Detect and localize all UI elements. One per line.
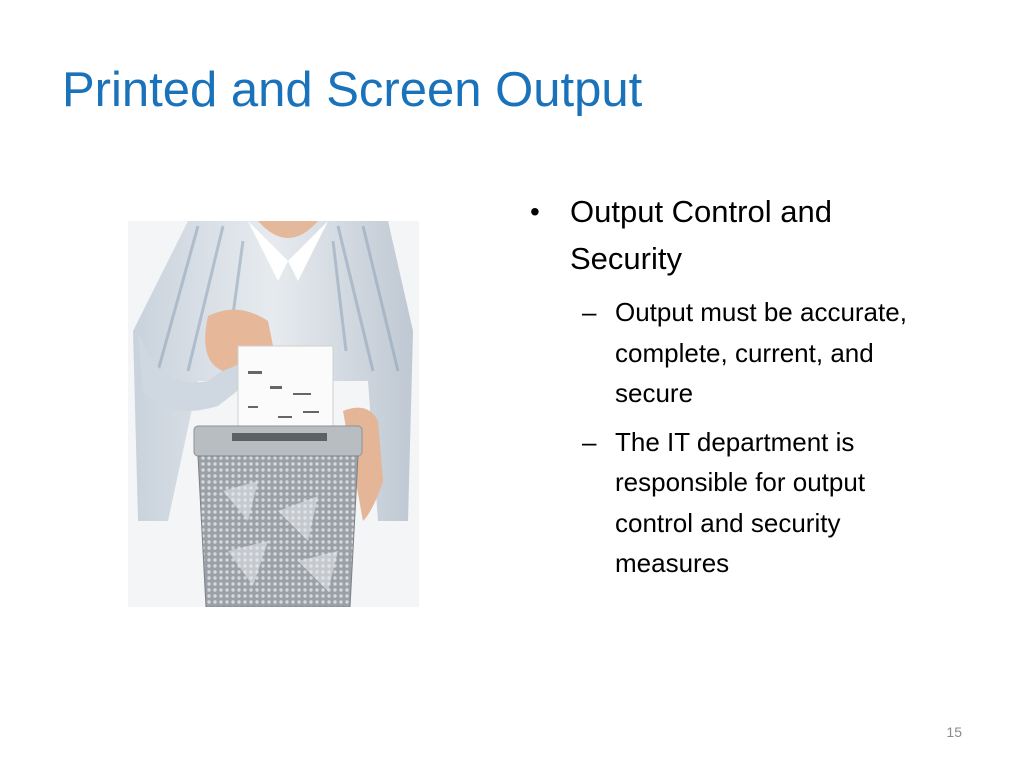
content-area xyxy=(530,188,950,592)
sub-bullet-text: The IT department is responsible for output control and security measures xyxy=(615,426,866,578)
sub-bullet-text: Output must be accurate, complete, current, and secure xyxy=(615,297,907,408)
bullet-marker: • xyxy=(530,196,540,227)
bullet-output-control xyxy=(530,188,950,282)
sub-bullet-it-department xyxy=(530,422,950,584)
bullet-text: Output Control and Security xyxy=(570,194,832,276)
dash-marker: – xyxy=(582,297,597,327)
dash-marker: – xyxy=(582,426,597,457)
shredder-photo xyxy=(128,221,419,607)
sub-bullet-list xyxy=(530,292,950,584)
slide-title: Printed and Screen Output xyxy=(62,63,643,117)
page-number: 15 xyxy=(946,724,962,740)
sub-bullet-output-requirements xyxy=(530,292,950,414)
